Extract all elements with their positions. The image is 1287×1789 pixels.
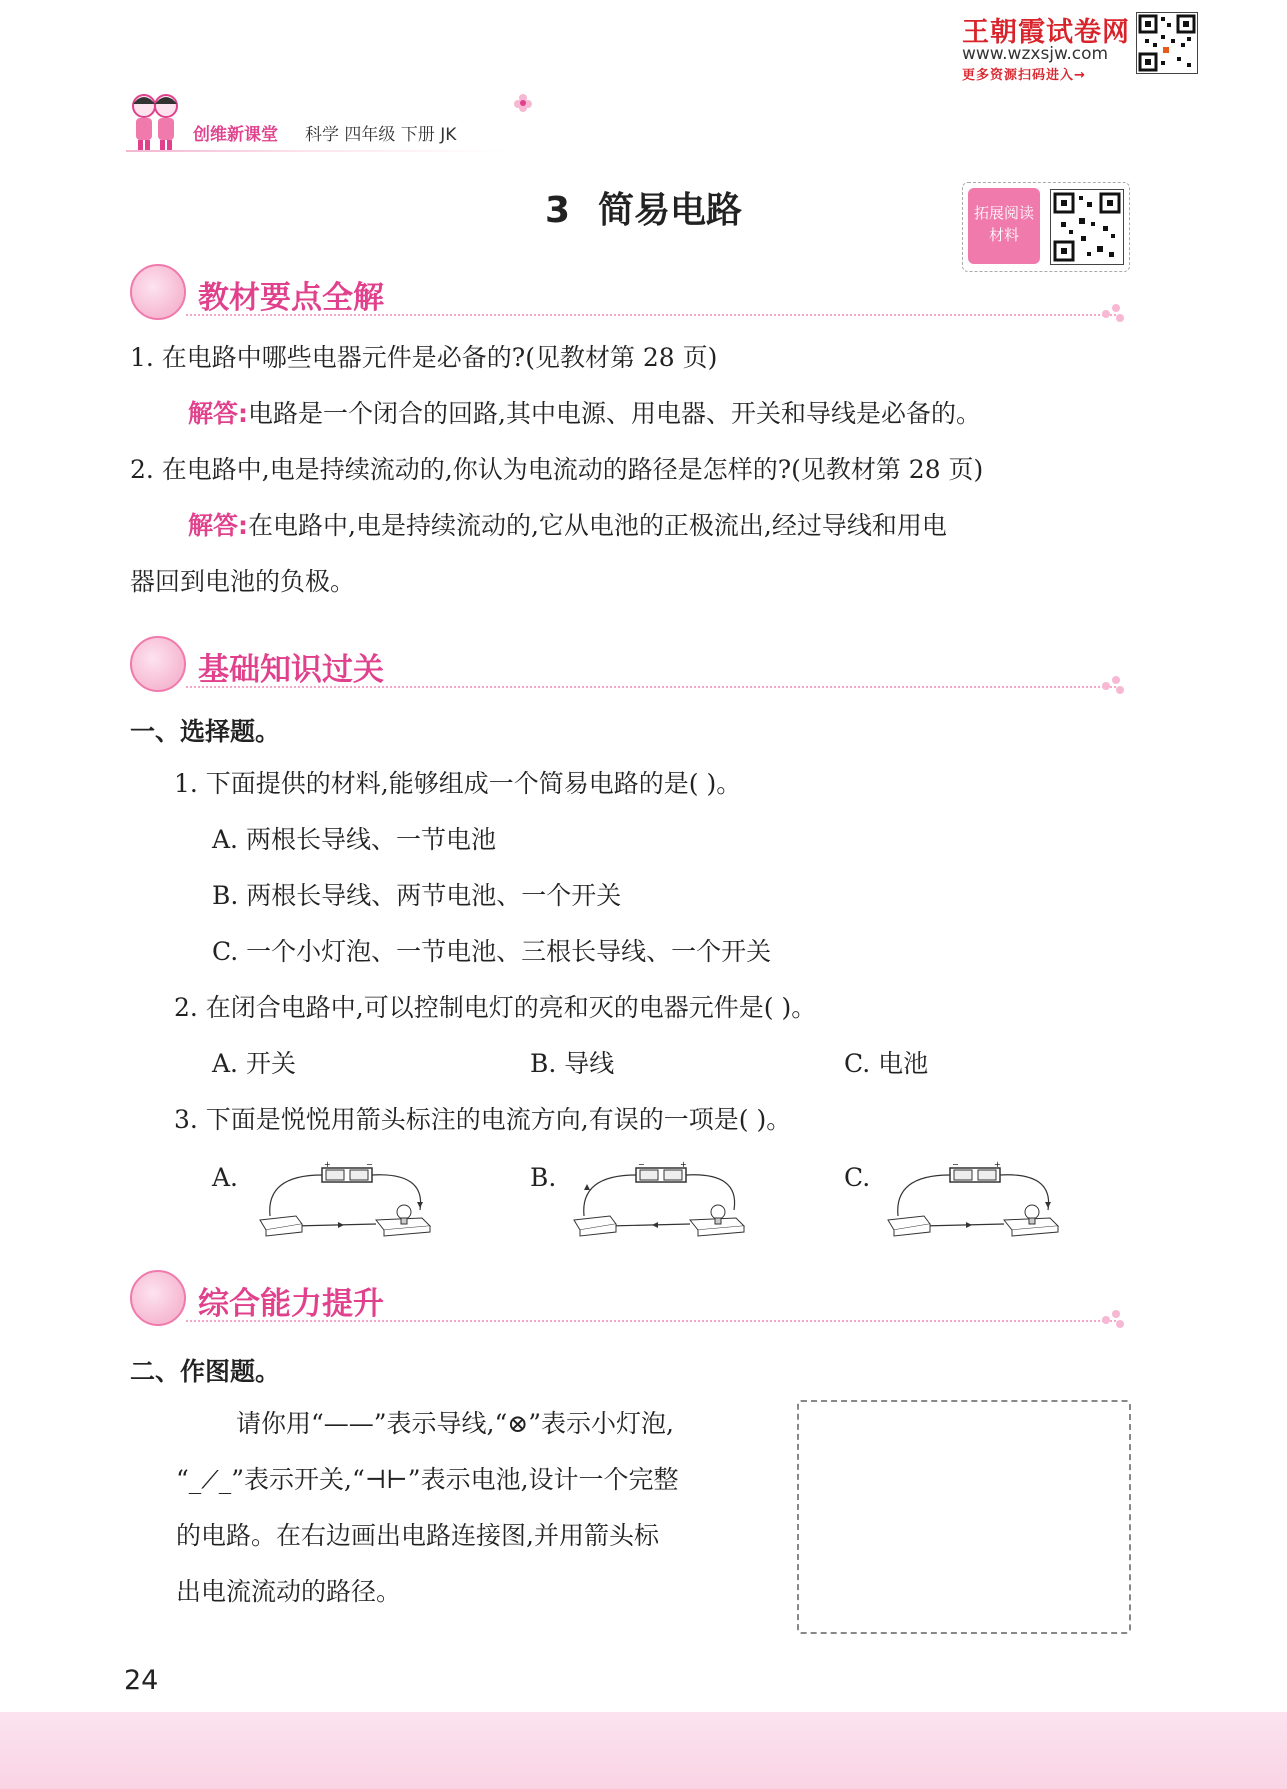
section-header-key-points (126, 264, 1128, 324)
svg-text:+: + (324, 1160, 331, 1169)
mascot-face-icon (130, 264, 186, 320)
answer-text: 电路是一个闭合的回路,其中电源、用电器、开关和导线是必备的。 (248, 399, 981, 428)
brand-more-resources: 更多资源扫码进入→ (962, 68, 1086, 83)
extended-reading-qr-code-icon[interactable] (1050, 189, 1124, 265)
answer-text: 在电路中,电是持续流动的,它从电池的正极流出,经过导线和用电 (248, 511, 947, 540)
brand-qr-code-icon[interactable] (1136, 12, 1198, 74)
mascot-kids-icon (126, 90, 186, 156)
drawing-instruction-line3: 的电路。在右边画出电路连接图,并用箭头标 (176, 1521, 659, 1550)
point-question-2: 2. 在电路中,电是持续流动的,你认为电流动的路径是怎样的?(见教材第 28 页) (130, 455, 984, 484)
page-number: 24 (124, 1665, 159, 1696)
circuit-diagram-b[interactable] (570, 1160, 760, 1240)
point-question-1: 1. 在电路中哪些电器元件是必备的?(见教材第 28 页) (130, 343, 718, 372)
subject-info: 科学 四年级 下册 JK (305, 125, 457, 145)
choice-question-1: 1. 下面提供的材料,能够组成一个简易电路的是( )。 (174, 769, 742, 798)
extended-reading-label[interactable] (968, 188, 1040, 264)
flower-icon (512, 92, 534, 114)
choice-option-3b-label[interactable]: B. (530, 1163, 557, 1192)
decor-dots-icon (1102, 1308, 1128, 1328)
svg-text:−: − (952, 1160, 959, 1169)
section-title: 综合能力提升 (198, 1286, 384, 1322)
drawing-answer-area[interactable] (797, 1400, 1131, 1634)
svg-text:−: − (366, 1160, 373, 1169)
brand-url[interactable]: www.wzxsjw.com (962, 44, 1109, 64)
mascot-face-icon (130, 1270, 186, 1326)
section-divider (186, 686, 1116, 688)
ext-label-line2: 材料 (988, 226, 1019, 244)
header-divider (126, 150, 506, 152)
choice-option-2b[interactable]: B. 导线 (530, 1049, 615, 1078)
brand-title: 王朝霞试卷网 (962, 17, 1130, 48)
drawing-instruction-line1: 请你用“——”表示导线,“⊗”表示小灯泡, (236, 1409, 674, 1438)
circuit-diagram-a[interactable] (256, 1160, 446, 1240)
series-name: 创维新课堂 (193, 125, 278, 145)
choice-option-3a-label[interactable]: A. (212, 1163, 239, 1192)
section-header-basics (126, 636, 1128, 696)
point-answer-2-cont: 器回到电池的负极。 (130, 567, 356, 596)
choice-option-1c[interactable]: C. 一个小灯泡、一节电池、三根长导线、一个开关 (212, 937, 772, 966)
section-title: 教材要点全解 (198, 280, 384, 316)
answer-label: 解答: (188, 399, 248, 428)
choice-option-2a[interactable]: A. 开关 (212, 1049, 296, 1078)
choice-option-1a[interactable]: A. 两根长导线、一节电池 (212, 825, 496, 854)
drawing-instruction-line2: “_⟋_”表示开关,“⊣⊢”表示电池,设计一个完整 (176, 1465, 679, 1494)
lesson-number: 3 (544, 190, 571, 231)
decor-dots-icon (1102, 674, 1128, 694)
section-divider (186, 1320, 1116, 1322)
choice-option-1b[interactable]: B. 两根长导线、两节电池、一个开关 (212, 881, 622, 910)
ext-label-line1: 拓展阅读 (973, 204, 1034, 222)
choice-heading: 一、选择题。 (130, 717, 281, 746)
svg-text:−: − (638, 1160, 645, 1169)
svg-text:+: + (994, 1160, 1001, 1169)
mascot-face-icon (130, 636, 186, 692)
point-answer-2 (188, 508, 947, 543)
choice-question-3: 3. 下面是悦悦用箭头标注的电流方向,有误的一项是( )。 (174, 1105, 792, 1134)
section-header-improvement (126, 1270, 1128, 1330)
decor-dots-icon (1102, 302, 1128, 322)
svg-text:+: + (680, 1160, 687, 1169)
choice-option-3c-label[interactable]: C. (844, 1163, 871, 1192)
drawing-instruction-line4: 出电流流动的路径。 (176, 1577, 402, 1606)
lesson-name: 简易电路 (598, 190, 743, 231)
choice-option-2c[interactable]: C. 电池 (844, 1049, 929, 1078)
section-divider (186, 314, 1116, 316)
point-answer-1 (188, 396, 981, 431)
choice-question-2: 2. 在闭合电路中,可以控制电灯的亮和灭的电器元件是( )。 (174, 993, 817, 1022)
circuit-diagram-c[interactable] (884, 1160, 1074, 1240)
section-title: 基础知识过关 (198, 652, 384, 688)
answer-label: 解答: (188, 511, 248, 540)
drawing-heading: 二、作图题。 (130, 1357, 281, 1386)
footer-band (0, 1712, 1287, 1789)
